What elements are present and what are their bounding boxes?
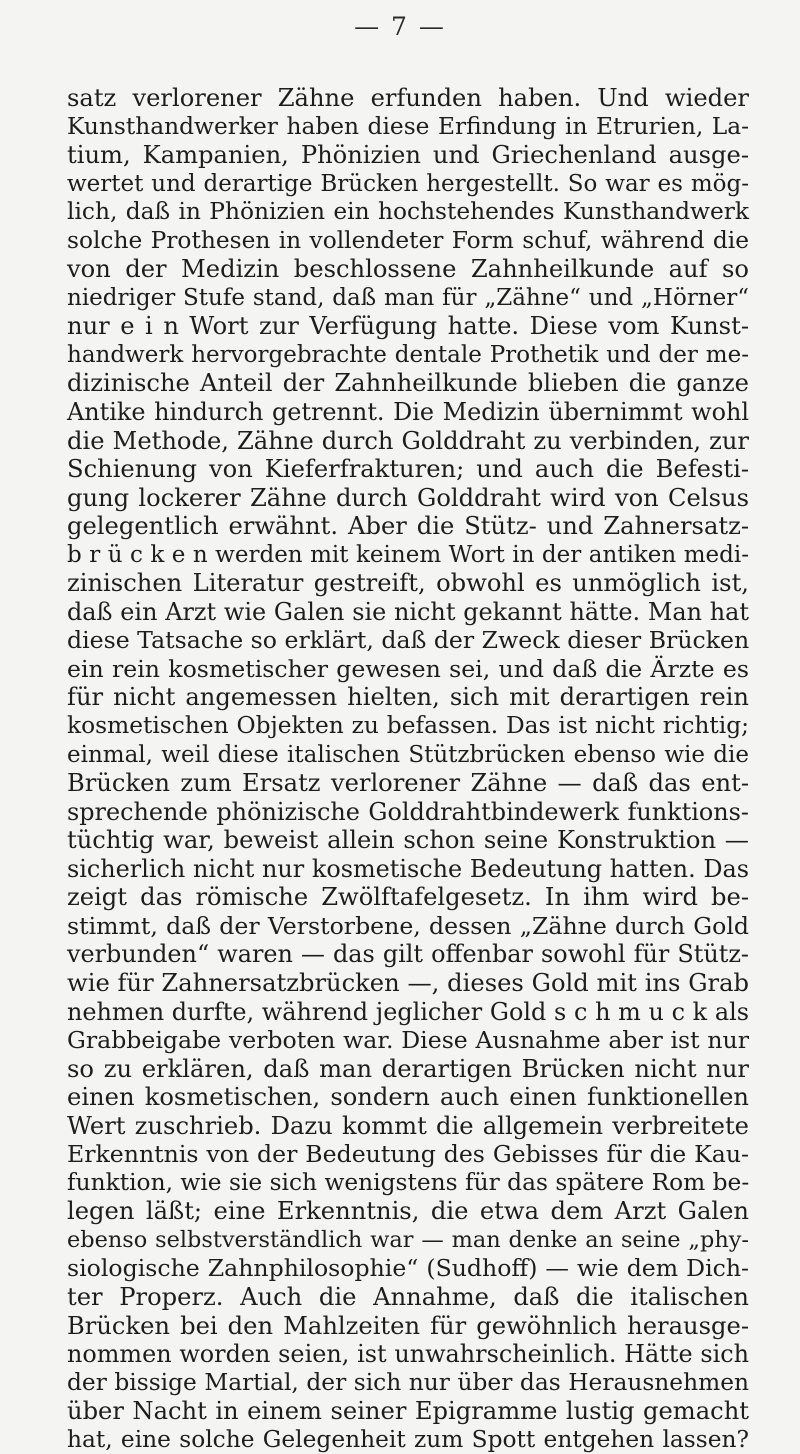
body-text (67, 84, 749, 1454)
text-line: gelegentlich erwähnt. Aber die Stütz- und Zahnersatz- (67, 512, 749, 541)
text-line: sprechende phönizische Golddrahtbindewerk funktions- (67, 797, 749, 826)
text-line: tüchtig war, beweist allein schon seine Konstruktion — (67, 826, 749, 855)
text-line: nur e i n Wort zur Verfügung hatte. Diese vom Kunst- (67, 312, 749, 341)
text-line: funktion, wie sie sich wenigstens für das spätere Rom be- (67, 1168, 750, 1196)
text-line: legen läßt; eine Erkenntnis, die etwa dem Arzt Galen (67, 1197, 749, 1226)
text-line: ein rein kosmetischer gewesen sei, und daß die Ärzte es (67, 654, 749, 683)
text-line: Brücken zum Ersatz verlorener Zähne — daß das ent- (67, 769, 749, 798)
text-line: so zu erklären, daß man derartigen Brücken nicht nur (67, 1054, 749, 1083)
text-line: kosmetischen Objekten zu befassen. Das ist nicht richtig; (67, 712, 749, 740)
text-line: stimmt, daß der Verstorbene, dessen „Zähne durch Gold (67, 911, 749, 940)
text-line: ter Properz. Auch die Annahme, daß die italischen (67, 1282, 749, 1311)
text-line: über Nacht in einem seiner Epigramme lustig gemacht (67, 1397, 749, 1426)
text-line: dizinische Anteil der Zahnheilkunde blieben die ganze (67, 369, 749, 398)
text-line: einmal, weil diese italischen Stützbrücken ebenso wie die (67, 741, 749, 768)
page-number: — 7 — (354, 12, 446, 41)
text-line: b r ü c k e n werden mit keinem Wort in der antiken medi- (67, 541, 749, 568)
text-line: Grabbeigabe verboten war. Diese Ausnahme aber ist nur (67, 1026, 749, 1055)
text-line: sicherlich nicht nur kosmetische Bedeutung hatten. Das (67, 854, 749, 883)
text-line: diese Tatsache so erklärt, daß der Zweck dieser Brücken (67, 626, 750, 655)
text-line: handwerk hervorgebrachte dentale Prothetik und der me- (67, 341, 749, 368)
text-line: verbunden“ waren — das gilt offenbar sowohl für Stütz- (67, 940, 749, 969)
text-line: Kunsthandwerker haben diese Erfindung in Etrurien, La- (67, 112, 749, 140)
text-line: satz verlorener Zähne erfunden haben. Und wieder (67, 84, 749, 112)
text-line: lich, daß in Phönizien ein hochstehendes Kunsthandwerk (67, 198, 749, 226)
text-line: Brücken bei den Mahlzeiten für gewöhnlich herausge- (67, 1311, 749, 1340)
text-line: Wert zuschrieb. Dazu kommt die allgemein verbreitete (67, 1111, 749, 1140)
text-line: siologische Zahnphilosophie“ (Sudhoff) — wie dem Dich- (67, 1254, 749, 1283)
text-line: die Methode, Zähne durch Golddraht zu verbinden, zur (67, 426, 749, 455)
text-line: für nicht angemessen hielten, sich mit derartigen rein (67, 683, 749, 712)
text-line: einen kosmetischen, sondern auch einen funktionellen (67, 1083, 749, 1112)
text-line: der bissige Martial, der sich nur über das Herausnehmen (67, 1368, 749, 1396)
text-line: daß ein Arzt wie Galen sie nicht gekannt hätte. Man hat (67, 597, 749, 626)
text-line: tium, Kampanien, Phönizien und Griechenland ausge- (67, 141, 749, 170)
text-line: nehmen durfte, während jeglicher Gold s c h m u c k als (67, 997, 749, 1026)
text-line: zinischen Literatur gestreift, obwohl es unmöglich ist, (67, 569, 749, 598)
text-line: niedriger Stufe stand, daß man für „Zähne“ und „Hörner“ (67, 284, 749, 311)
text-line: zeigt das römische Zwölftafelgesetz. In ihm wird be- (67, 883, 749, 912)
text-line: wertet und derartige Brücken hergestellt. So war es mög- (67, 170, 749, 197)
text-line: solche Prothesen in vollendeter Form schuf, während die (67, 226, 749, 254)
text-line: ebenso selbstverständlich war — man denke an seine „phy- (67, 1226, 749, 1253)
text-line: Antike hindurch getrennt. Die Medizin übernimmt wohl (67, 398, 749, 427)
text-line: Schienung von Kieferfrakturen; und auch die Befesti- (67, 455, 749, 484)
text-line: von der Medizin beschlossene Zahnheilkunde auf so (67, 255, 749, 284)
text-line: gung lockerer Zähne durch Golddraht wird von Celsus (67, 483, 749, 512)
text-line: Erkenntnis von der Bedeutung des Gebisses für die Kau- (67, 1140, 749, 1169)
text-line: nommen worden seien, ist unwahrscheinlich. Hätte sich (67, 1340, 749, 1369)
text-line: wie für Zahnersatzbrücken —, dieses Gold mit ins Grab (67, 968, 749, 997)
text-line: hat, eine solche Gelegenheit zum Spott entgehen lassen? (67, 1425, 749, 1453)
